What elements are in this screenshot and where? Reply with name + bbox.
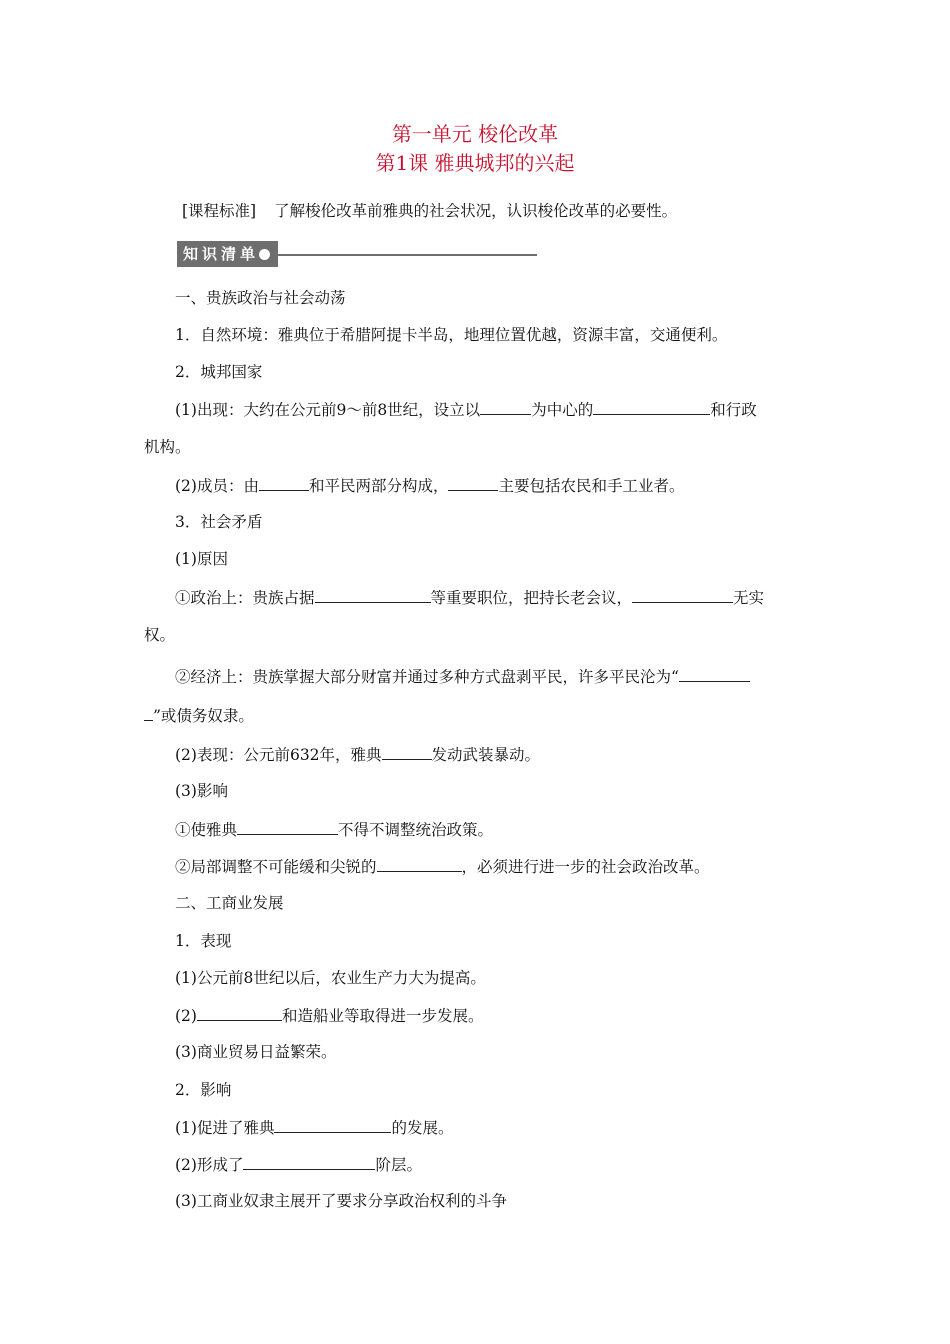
fill-blank[interactable]: [593, 398, 710, 415]
text-line: (3)商业贸易日益繁荣。: [175, 1043, 337, 1061]
fill-blank[interactable]: [243, 1153, 375, 1170]
text-line: 权。: [144, 626, 176, 644]
unit-title: 第一单元 梭伦改革: [391, 122, 559, 146]
standard-text: 了解梭伦改革前雅典的社会状况，认识梭伦改革的必要性。: [274, 202, 678, 220]
text-line: (1)促进了雅典 的发展。: [175, 1116, 453, 1139]
section-heading: 一、贵族政治与社会动荡: [175, 289, 346, 307]
text-line: 3．社会矛盾: [175, 513, 263, 531]
text-line: (3)工商业奴隶主展开了要求分享政治权利的斗争: [175, 1192, 507, 1210]
curriculum-standard: [182, 200, 677, 222]
banner-label: 知识清单: [183, 245, 260, 263]
text-line: ①使雅典 不得不调整统治政策。: [175, 818, 493, 841]
text-line: 机构。: [144, 438, 191, 456]
fill-blank[interactable]: [237, 818, 338, 835]
fill-blank[interactable]: [197, 1004, 282, 1021]
fill-blank[interactable]: [315, 586, 431, 603]
fill-blank[interactable]: [382, 743, 432, 760]
text-line: (2)成员：由 和平民两部分构成， 主要包括农民和手工业者。: [175, 474, 685, 497]
text-line: ②经济上：贵族掌握大部分财富并通过多种方式盘剥平民，许多平民沦为“: [175, 665, 750, 688]
text-line: (2) 和造船业等取得进一步发展。: [175, 1004, 483, 1027]
text-line: (1)公元前8世纪以后，农业生产力大为提高。: [175, 969, 486, 987]
text-line: (1)出现：大约在公元前9～前8世纪，设立以 为中心的 和行政: [175, 398, 757, 421]
standard-label: [课程标准]: [182, 202, 257, 220]
text-line: (1)原因: [175, 550, 228, 568]
section-heading: 二、工商业发展: [175, 894, 284, 912]
fill-blank[interactable]: [480, 398, 531, 415]
fill-blank[interactable]: [144, 704, 153, 721]
lesson-title: 第1课 雅典城邦的兴起: [375, 151, 575, 175]
dot-icon: [259, 249, 270, 260]
fill-blank[interactable]: [259, 474, 309, 491]
text-line: 1．表现: [175, 932, 232, 950]
fill-blank[interactable]: [377, 855, 462, 872]
text-line: 2．城邦国家: [175, 363, 263, 381]
fill-blank[interactable]: [274, 1116, 391, 1133]
text-line: (2)表现：公元前632年，雅典 发动武装暴动。: [175, 743, 540, 766]
knowledge-list-banner: [177, 240, 537, 268]
text-line: 2．影响: [175, 1081, 232, 1099]
banner-rule: [278, 254, 537, 256]
fill-blank[interactable]: [448, 474, 498, 491]
text-line: (2)形成了 阶层。: [175, 1153, 422, 1176]
text-line: ②局部调整不可能缓和尖锐的 ，必须进行进一步的社会政治改革。: [175, 855, 710, 878]
fill-blank[interactable]: [679, 665, 750, 682]
fill-blank[interactable]: [632, 586, 733, 603]
text-line: ”或债务奴隶。: [144, 704, 254, 727]
banner-box: [177, 241, 278, 267]
text-line: (3)影响: [175, 782, 228, 800]
text-line: 1．自然环境：雅典位于希腊阿提卡半岛，地理位置优越，资源丰富，交通便利。: [175, 326, 728, 344]
text-line: ①政治上：贵族占据 等重要职位，把持长老会议， 无实: [175, 586, 764, 609]
